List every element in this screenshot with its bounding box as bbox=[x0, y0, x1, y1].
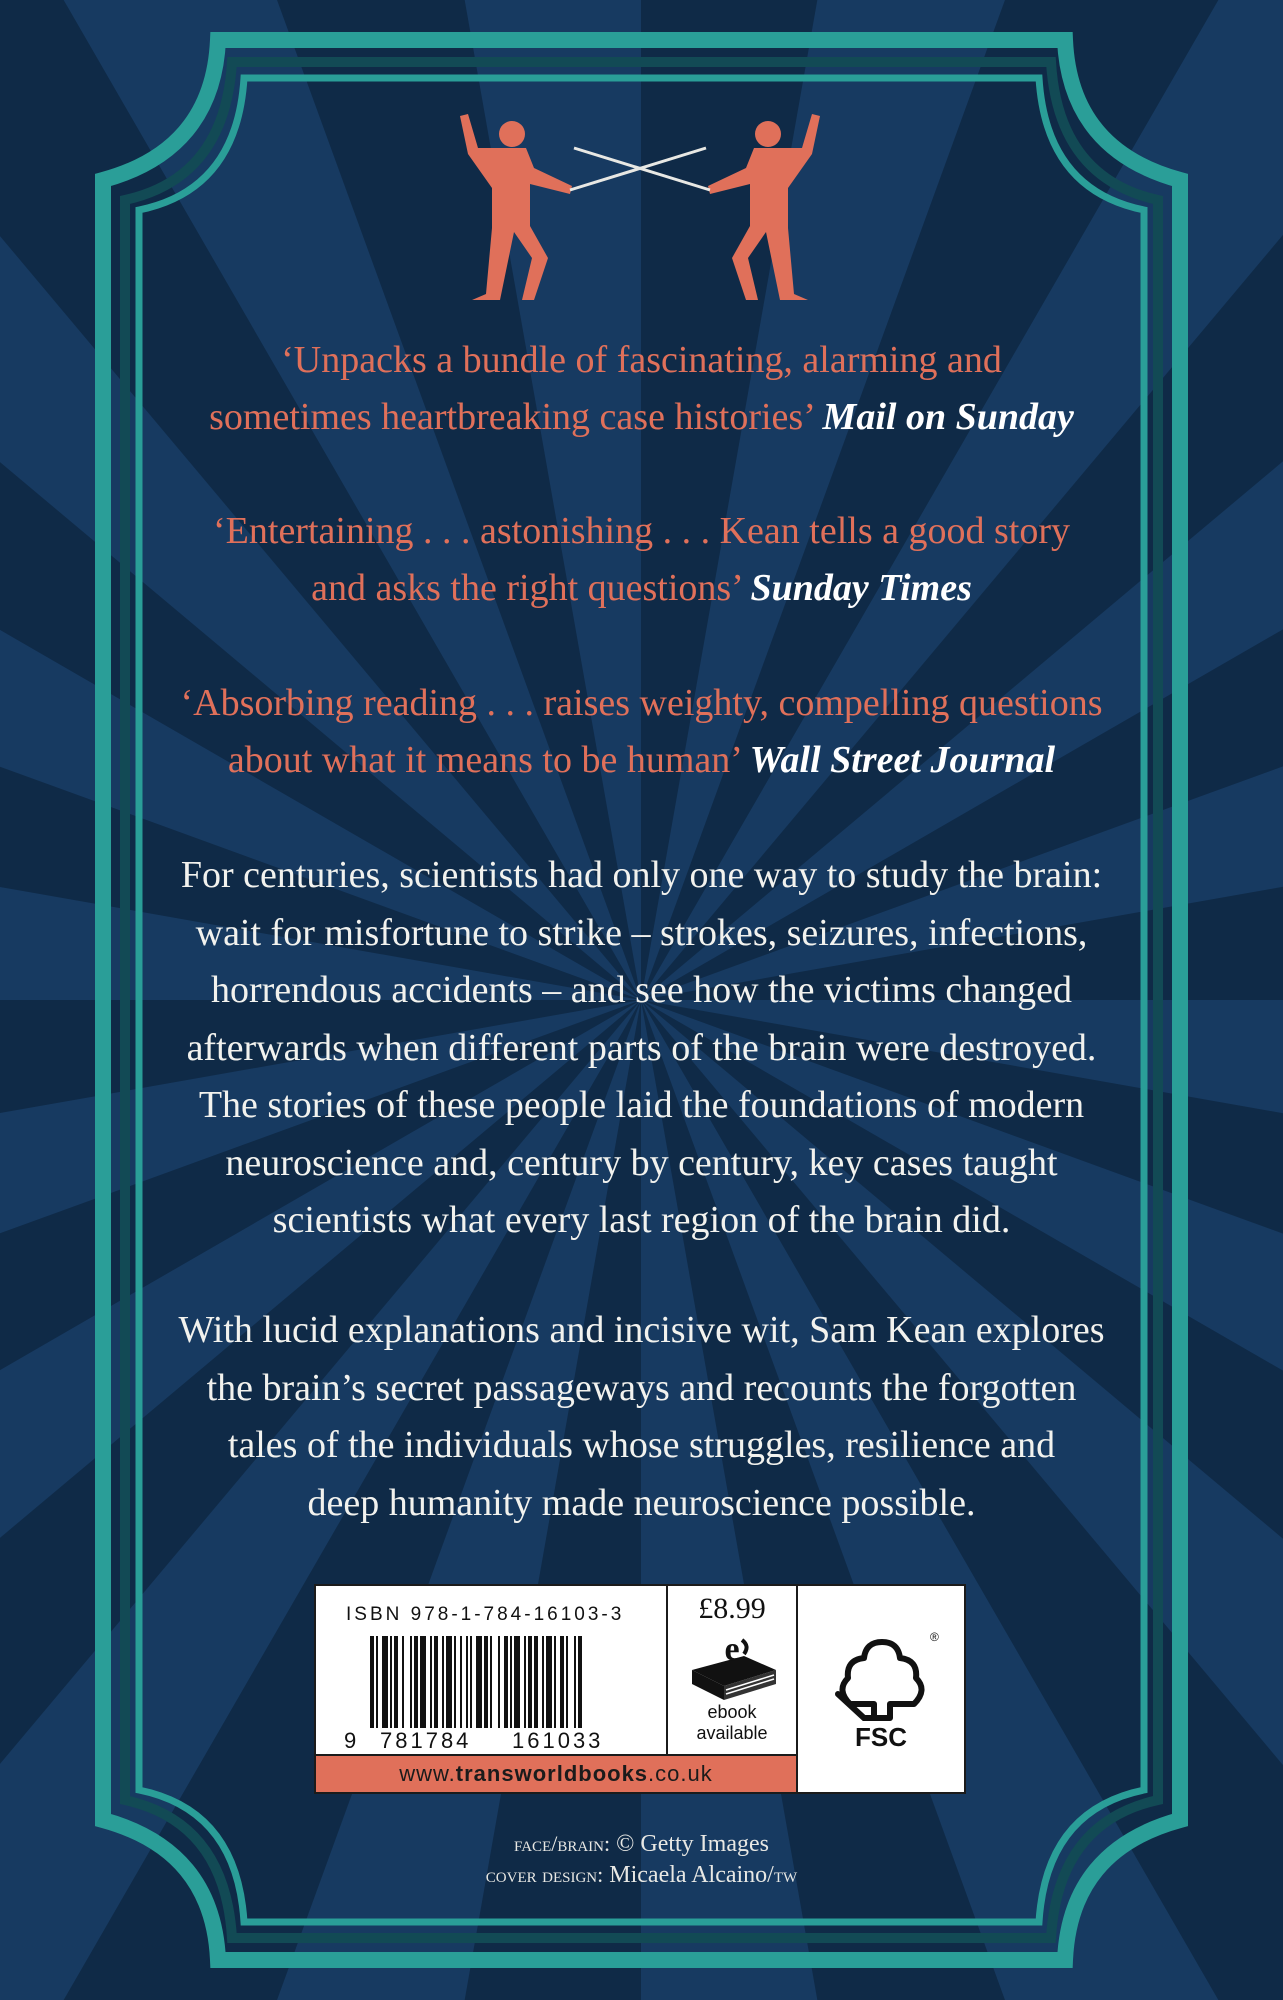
barcode-bar bbox=[442, 1636, 444, 1728]
website-brand: transworldbooks bbox=[455, 1761, 649, 1786]
barcode-bar bbox=[546, 1636, 552, 1728]
credit-value: Micaela Alcaino/ bbox=[609, 1862, 774, 1888]
credit-line-2 bbox=[100, 1860, 1183, 1890]
credit-value: © Getty Images bbox=[616, 1831, 769, 1857]
blurb-line: The stories of these people laid the foundations of modern bbox=[198, 1084, 1085, 1126]
blurb-line: tales of the individuals whose struggles, resilience and bbox=[227, 1424, 1056, 1466]
ebook-label bbox=[668, 1702, 796, 1744]
review-quote-2 bbox=[100, 503, 1183, 617]
barcode-bar bbox=[476, 1636, 482, 1728]
price-block bbox=[668, 1586, 798, 1754]
credit-label: face/brain: bbox=[514, 1831, 611, 1856]
credit-suffix: tw bbox=[773, 1862, 798, 1887]
fsc-tree-icon bbox=[834, 1634, 930, 1734]
review-quote-3 bbox=[100, 675, 1183, 789]
fsc-block bbox=[798, 1586, 964, 1792]
blurb-line: With lucid explanations and incisive wit, Sam Kean explores bbox=[178, 1309, 1105, 1351]
blurb-line: horrendous accidents – and see how the victims changed bbox=[210, 969, 1073, 1011]
blurb-line: scientists what every last region of the brain did. bbox=[272, 1199, 1011, 1241]
blurb-line: wait for misfortune to strike – strokes, seizures, infections, bbox=[195, 911, 1088, 954]
quote-source: Wall Street Journal bbox=[749, 739, 1056, 781]
barcode-bar bbox=[434, 1636, 438, 1728]
blurb-line: deep humanity made neuroscience possible. bbox=[307, 1481, 976, 1524]
barcode-bar bbox=[376, 1636, 378, 1728]
barcode-bar bbox=[534, 1636, 538, 1728]
barcode-bar bbox=[370, 1636, 374, 1728]
ebook-book-icon bbox=[684, 1630, 780, 1704]
ebook-line: available bbox=[696, 1723, 768, 1743]
barcode-bar bbox=[466, 1636, 468, 1728]
barcode-bar bbox=[528, 1636, 532, 1728]
barcode-bar bbox=[390, 1636, 392, 1728]
fsc-label: FSC bbox=[855, 1722, 907, 1752]
publisher-website bbox=[316, 1754, 798, 1792]
barcode-bar bbox=[430, 1636, 432, 1728]
barcode-bar bbox=[460, 1636, 462, 1728]
quote-text: ‘Unpacks a bundle of fascinating, alarming and bbox=[281, 339, 1002, 381]
barcode-bar bbox=[484, 1636, 488, 1728]
blurb-line: afterwards when different parts of the brain were destroyed. bbox=[186, 1026, 1097, 1069]
blurb-paragraph-2 bbox=[100, 1302, 1183, 1532]
barcode-bar bbox=[514, 1636, 520, 1728]
quote-text: about what it means to be human’ bbox=[227, 739, 741, 781]
barcode-bar bbox=[420, 1636, 426, 1728]
barcode-bar bbox=[504, 1636, 508, 1728]
barcode-bar bbox=[498, 1636, 500, 1728]
quote-source: Mail on Sunday bbox=[822, 396, 1074, 438]
ebook-line: ebook bbox=[707, 1702, 757, 1722]
barcode-bar bbox=[402, 1636, 404, 1728]
credit-line-1 bbox=[100, 1829, 1183, 1859]
barcode-bar bbox=[566, 1636, 568, 1728]
barcode-digits-left: 781784 bbox=[380, 1728, 472, 1753]
quote-text: sometimes heartbreaking case histories’ bbox=[209, 396, 814, 438]
barcode-bar bbox=[554, 1636, 556, 1728]
barcode-bar bbox=[524, 1636, 526, 1728]
barcode-bar bbox=[574, 1636, 576, 1728]
fencers-icon bbox=[430, 108, 850, 308]
isbn-block bbox=[316, 1586, 668, 1754]
quote-source: Sunday Times bbox=[750, 567, 972, 609]
barcode-bar bbox=[410, 1636, 412, 1728]
barcode-digits-right: 161033 bbox=[512, 1728, 604, 1753]
barcode-bar bbox=[382, 1636, 388, 1728]
barcode-bar bbox=[454, 1636, 456, 1728]
website-suffix: .co.uk bbox=[648, 1761, 713, 1786]
svg-text:e: e bbox=[724, 1631, 740, 1668]
barcode-bar bbox=[542, 1636, 544, 1728]
quote-text: ‘Absorbing reading . . . raises weighty, compelling questions bbox=[180, 682, 1103, 724]
barcode-bar bbox=[510, 1636, 512, 1728]
quote-text: ‘Entertaining . . . astonishing . . . Kean tells a good story bbox=[213, 510, 1070, 552]
barcode-digit-first: 9 bbox=[344, 1728, 360, 1753]
quote-text: and asks the right questions’ bbox=[311, 567, 742, 609]
barcode-bar bbox=[414, 1636, 418, 1728]
price: £8.99 bbox=[698, 1592, 766, 1625]
blurb-line: the brain’s secret passageways and recounts the forgotten bbox=[206, 1366, 1077, 1409]
review-quote-1 bbox=[100, 332, 1183, 446]
barcode-bar bbox=[394, 1636, 398, 1728]
barcode-icon bbox=[370, 1636, 638, 1728]
barcode-bar bbox=[446, 1636, 452, 1728]
credit-label: cover design: bbox=[485, 1862, 604, 1887]
blurb-paragraph-1 bbox=[100, 847, 1183, 1250]
blurb-line: For centuries, scientists had only one way to study the brain: bbox=[180, 854, 1103, 896]
barcode-panel bbox=[314, 1584, 966, 1794]
website-prefix: www. bbox=[399, 1761, 456, 1786]
registered-mark: ® bbox=[930, 1630, 939, 1644]
blurb-line: neuroscience and, century by century, key cases taught bbox=[225, 1141, 1058, 1184]
barcode-bar bbox=[578, 1636, 582, 1728]
barcode-bar bbox=[560, 1636, 564, 1728]
barcode-bar bbox=[470, 1636, 472, 1728]
isbn-number: ISBN 978-1-784-16103-3 bbox=[346, 1604, 625, 1625]
barcode-bar bbox=[490, 1636, 492, 1728]
